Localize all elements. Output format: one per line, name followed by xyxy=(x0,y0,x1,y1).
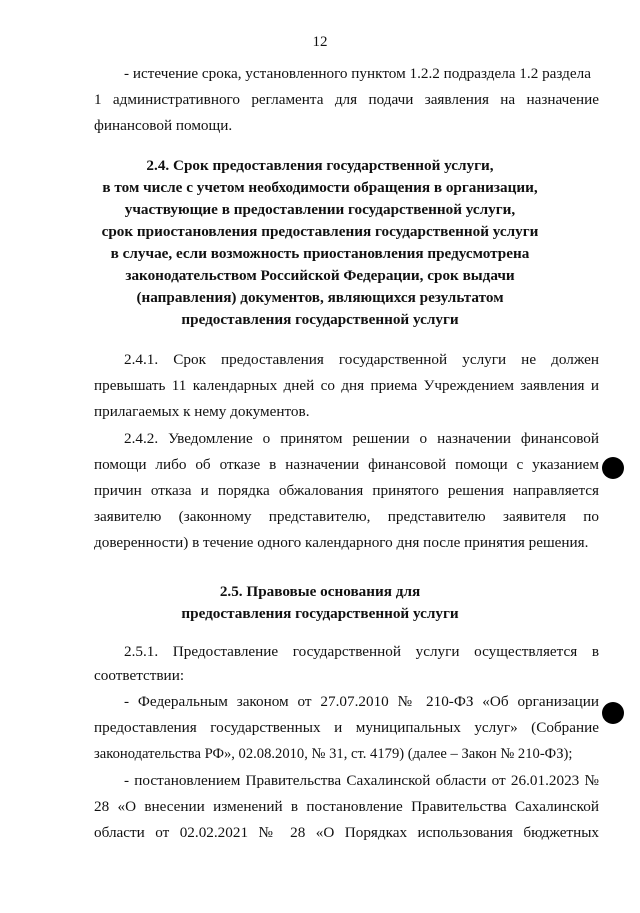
punch-hole-mark xyxy=(602,702,624,724)
paragraph-2-4-1-line-2: превышать 11 календарных дней со дня приема Учреждением заявления и xyxy=(94,377,599,394)
section-2-4-heading-line-6: законодательством Российской Федерации, срок выдачи xyxy=(125,267,515,284)
intro-line-3: финансовой помощи. xyxy=(94,117,233,134)
paragraph-2-4-2-line-1: 2.4.2. Уведомление о принятом решении о назначении финансовой xyxy=(124,430,599,447)
section-2-5-heading-line-2: предоставления государственной услуги xyxy=(181,605,459,622)
section-2-4-heading-line-8: предоставления государственной услуги xyxy=(181,311,459,328)
law-item-1-line-1: - Федеральным законом от 27.07.2010 № 210-ФЗ «Об организации xyxy=(124,693,599,710)
paragraph-2-4-2-line-5: доверенности) в течение одного календарного дня после принятия решения. xyxy=(94,534,589,551)
law-item-1-line-3: законодательства РФ», 02.08.2010, № 31, ст. 4179) (далее – Закон № 210-ФЗ); xyxy=(94,746,573,762)
punch-hole-mark xyxy=(602,457,624,479)
paragraph-2-4-2-line-3: причин отказа и порядка обжалования принятого решения направляется xyxy=(94,482,599,499)
paragraph-2-5-1-line-2: соответствии: xyxy=(94,667,185,684)
section-2-4-heading-line-5: в случае, если возможность приостановления предусмотрена xyxy=(110,245,530,262)
section-2-5-heading-line-1: 2.5. Правовые основания для xyxy=(219,583,421,600)
section-2-4-heading-line-2: в том числе с учетом необходимости обращения в организации, xyxy=(102,179,538,196)
paragraph-2-4-2-line-4: заявителю (законному представителю, представителю заявителя по xyxy=(94,508,599,525)
section-2-4-heading-line-4: срок приостановления предоставления государственной услуги xyxy=(101,223,539,240)
paragraph-2-5-1-line-1: 2.5.1. Предоставление государственной услуги осуществляется в xyxy=(124,643,599,660)
page-number: 12 xyxy=(312,34,328,50)
paragraph-2-4-2-line-2: помощи либо об отказе в назначении финансовой помощи с указанием xyxy=(94,456,599,473)
law-item-2-line-3: области от 02.02.2021 № 28 «О Порядках использования бюджетных xyxy=(94,824,599,841)
section-2-4-heading-line-7: (направления) документов, являющихся результатом xyxy=(136,289,504,306)
intro-line-2: 1 административного регламента для подачи заявления на назначение xyxy=(94,91,599,108)
paragraph-2-4-1-line-1: 2.4.1. Срок предоставления государственной услуги не должен xyxy=(124,351,599,368)
law-item-2-line-2: 28 «О внесении изменений в постановление Правительства Сахалинской xyxy=(94,798,599,815)
law-item-1-line-2: предоставления государственных и муниципальных услуг» (Собрание xyxy=(94,719,599,736)
paragraph-2-4-1-line-3: прилагаемых к нему документов. xyxy=(94,403,310,420)
intro-line-1: - истечение срока, установленного пунктом 1.2.2 подраздела 1.2 раздела xyxy=(124,65,591,82)
law-item-2-line-1: - постановлением Правительства Сахалинской области от 26.01.2023 № xyxy=(124,772,599,789)
section-2-4-heading-line-3: участвующие в предоставлении государственной услуги, xyxy=(124,201,516,218)
section-2-4-heading-line-1: 2.4. Срок предоставления государственной услуги, xyxy=(146,157,494,174)
